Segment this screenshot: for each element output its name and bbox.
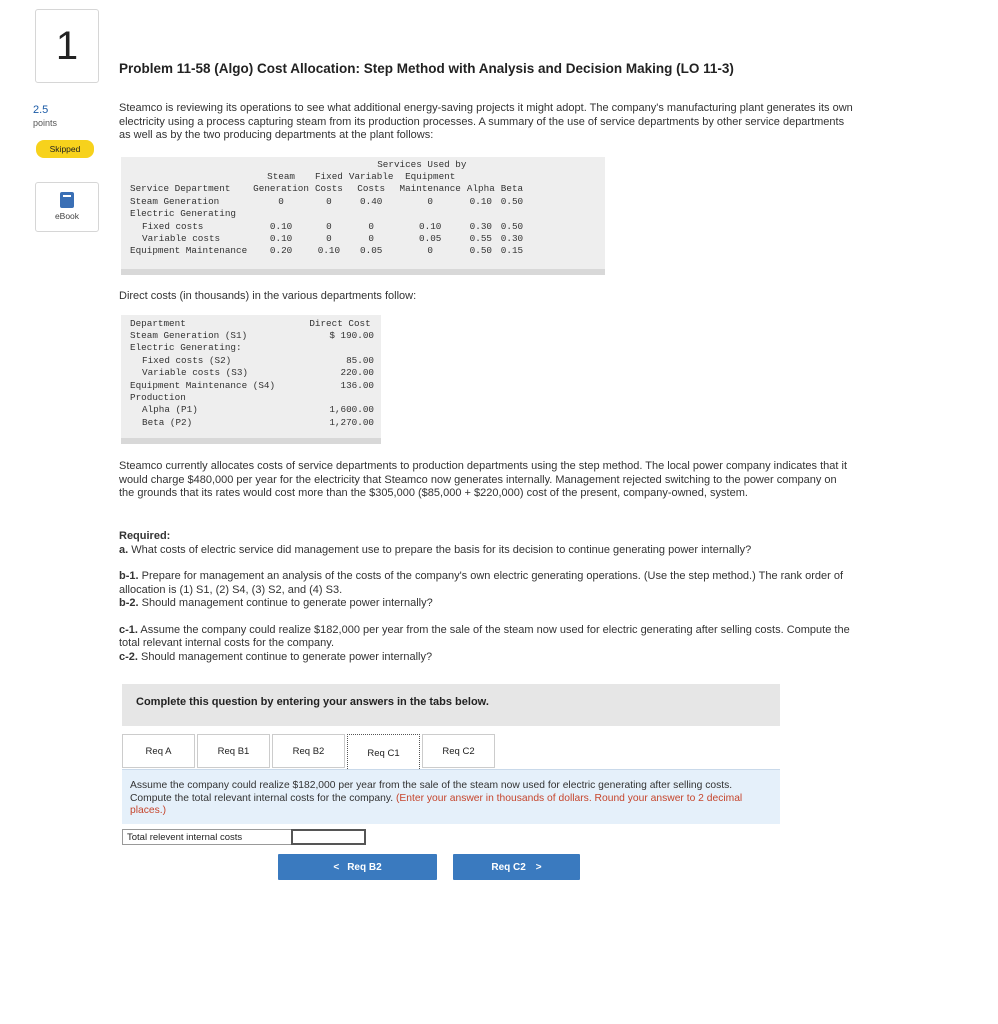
direct-cost-cell: 1,270.00 — [329, 416, 374, 428]
intro-paragraph: Steamco is reviewing its operations to see what additional energy-saving projects it might adopt. The company's manufacturing plant generates its own electricity using a process capturing steam from its production processes. A summary of the use of service departments by other service departments as well as by the two producing departments at the plant follows: — [119, 102, 853, 141]
tabs-banner — [122, 684, 780, 726]
tab-req-c1[interactable]: Req C1 — [347, 734, 420, 771]
table-row — [127, 245, 532, 257]
table-cell: 0.15 — [500, 245, 524, 257]
req-tabs — [122, 734, 497, 770]
required-heading: Required: — [119, 530, 171, 542]
next-label: Req C2 — [491, 861, 526, 873]
banner-text: Complete this question by entering your answers in the tabs below. — [136, 696, 489, 708]
ebook-button[interactable] — [35, 182, 99, 232]
row-label: Variable costs — [142, 233, 221, 245]
status-badge — [36, 140, 94, 158]
table-cell: 0 — [326, 233, 332, 245]
instruction-hint: (Enter your answer in thousands of dollars. Round your answer to 2 decimal places.) — [130, 792, 743, 816]
table-row — [127, 232, 532, 244]
req-b1-text — [119, 570, 854, 597]
table-cell: 0.10 — [469, 195, 492, 207]
table-cell: 0.55 — [469, 233, 492, 245]
ebook-label: eBook — [54, 211, 80, 221]
points-value: 2.5 — [33, 104, 49, 116]
table-cell: 0.10 — [269, 233, 293, 245]
next-button[interactable] — [453, 854, 580, 880]
header-cell: Alpha — [466, 183, 495, 195]
table-cell: 0.40 — [360, 195, 383, 207]
table-row — [127, 329, 377, 341]
table-cell: 0.10 — [419, 220, 442, 232]
header-row — [127, 317, 377, 329]
table-cell: 0.05 — [419, 233, 442, 245]
header-cell: Service Department — [130, 183, 231, 195]
header-cell: Costs — [357, 183, 386, 195]
header-cell: Generation — [253, 183, 309, 195]
table-cell — [498, 208, 526, 220]
table-cell: 0 — [368, 233, 374, 245]
row-label: Electric Generating — [130, 208, 237, 220]
problem-title: Problem 11-58 (Algo) Cost Allocation: Step Method with Analysis and Decision Making (LO 11-3) — [119, 61, 734, 76]
row-label: Equipment Maintenance — [130, 245, 248, 257]
direct-cost-cell: 220.00 — [340, 367, 374, 379]
tab-req-a[interactable]: Req A — [122, 734, 195, 768]
req-b2-prefix: b-2. — [119, 597, 139, 609]
row-label: Fixed costs (S2) — [142, 354, 232, 366]
answer-label: Total relevent internal costs — [122, 829, 292, 845]
chevron-right-icon: > — [535, 861, 542, 873]
row-label: Steam Generation — [130, 195, 220, 207]
question-number-text: 1 — [55, 23, 79, 68]
table-cell: 0.50 — [500, 220, 524, 232]
header-cell: Direct Cost — [309, 317, 371, 329]
table-cell — [312, 208, 346, 220]
req-b2-text — [119, 597, 854, 611]
question-number — [35, 9, 99, 83]
required-section — [119, 530, 854, 664]
table-cell: 0 — [368, 220, 374, 232]
direct-cost-cell — [303, 391, 377, 403]
direct-cost-cell: 136.00 — [340, 379, 374, 391]
row-label: Beta (P2) — [142, 416, 193, 428]
services-group-header: Services Used by — [377, 158, 467, 170]
answer-row — [122, 829, 366, 845]
table-cell: 0 — [326, 220, 332, 232]
req-a-text — [119, 544, 854, 558]
direct-cost-cell: 1,600.00 — [329, 404, 374, 416]
header-cell: Steam — [267, 171, 296, 183]
row-label: Steam Generation (S1) — [130, 330, 248, 342]
table-row — [127, 379, 377, 391]
table-cell — [464, 208, 498, 220]
tab-req-b2[interactable]: Req B2 — [272, 734, 345, 768]
table-cell: 0.10 — [269, 220, 293, 232]
header-cell: Costs — [314, 183, 343, 195]
direct-cost-cell: 85.00 — [346, 354, 374, 366]
header-cell: Variable — [348, 171, 394, 183]
table-cell: 0.05 — [360, 245, 383, 257]
table-cell: 0 — [278, 195, 284, 207]
table-cell: 0.30 — [500, 233, 524, 245]
table-cell: 0.30 — [469, 220, 492, 232]
table-row — [127, 342, 377, 354]
table-cell: 0.10 — [317, 245, 341, 257]
req-b1-prefix: b-1. — [119, 570, 139, 582]
table-row — [127, 208, 532, 220]
direct-costs-intro: Direct costs (in thousands) in the various departments follow: — [119, 290, 417, 302]
table-row — [127, 195, 532, 207]
req-c1-prefix: c-1. — [119, 623, 138, 636]
points-label: points — [33, 118, 58, 128]
req-c1-body: Assume the company could realize $182,000 per year from the sale of the steam now used for electric generating after selling costs. Compute the total relevant internal costs for the company. — [119, 623, 850, 649]
row-label: Equipment Maintenance (S4) — [130, 379, 276, 391]
header-cell: Fixed — [314, 171, 343, 183]
req-b1-body: Prepare for management an analysis of the costs of the company's own electric generating operations. (Use the step method.) The rank order of allocation is (1) S1, (2) S4, (3) S2, and (4) S3. — [119, 570, 844, 596]
req-b2-body: Should management continue to generate power internally? — [138, 597, 433, 609]
req-a-body: What costs of electric service did management use to prepare the basis for its decision to continue generating power internally? — [128, 543, 752, 556]
table-cell: 0.20 — [269, 245, 293, 257]
header-cell: Beta — [500, 183, 524, 195]
table-cell: 0.50 — [500, 195, 524, 207]
table-cell: 0 — [326, 195, 332, 207]
services-table — [121, 157, 605, 275]
table-row — [127, 367, 377, 379]
header-row-1 — [127, 170, 532, 182]
row-label: Fixed costs — [142, 220, 204, 232]
req-a-prefix: a. — [119, 543, 129, 556]
row-label: Variable costs (S3) — [142, 367, 249, 379]
table-cell — [250, 208, 312, 220]
instruction-text: Assume the company could realize $182,000 per year from the sale of the steam now used for electric generating after selling costs. Compute the total relevant internal costs for the company. — [130, 780, 733, 804]
total-relevant-costs-input[interactable] — [291, 829, 366, 845]
direct-cost-table — [121, 315, 381, 444]
header-cell — [498, 170, 526, 182]
direct-cost-cell: $ 190.00 — [329, 330, 374, 342]
tab-req-b1[interactable]: Req B1 — [197, 734, 270, 768]
table-row — [127, 354, 377, 366]
header-cell — [464, 170, 498, 182]
table-cell — [397, 208, 464, 220]
table-cell — [346, 208, 397, 220]
req-c1-text — [119, 624, 854, 651]
row-label: Production — [130, 392, 186, 404]
table-cell: 0 — [427, 195, 433, 207]
req-c2-text — [119, 651, 854, 665]
table-cell: 0.50 — [469, 245, 492, 257]
chevron-left-icon: < — [333, 861, 340, 873]
table-row — [127, 391, 377, 403]
tab-instruction — [122, 769, 780, 824]
req-c2-body: Should management continue to generate power internally? — [137, 650, 433, 663]
header-cell: Maintenance — [399, 183, 461, 195]
header-cell: Department — [130, 317, 186, 329]
header-cell: Equipment — [405, 171, 456, 183]
table-row — [127, 220, 532, 232]
header-row-2 — [127, 183, 532, 195]
header-cell — [127, 170, 250, 182]
points-box — [33, 104, 57, 130]
table-row — [127, 404, 377, 416]
book-icon — [60, 192, 74, 208]
status-text: Skipped — [49, 144, 81, 154]
table-cell: 0 — [427, 245, 433, 257]
table-row — [127, 416, 377, 428]
row-label: Alpha (P1) — [142, 404, 198, 416]
row-label: Electric Generating: — [130, 342, 242, 354]
direct-cost-cell — [303, 342, 377, 354]
scenario-paragraph: Steamco currently allocates costs of service departments to production departments using the step method. The local power company indicates that it would charge $480,000 per year for the electricity that Steamco now generates internally. Management rejected switching to the power company on the grounds that its rates would cost more than the $305,000 ($85,000 + $220,000) cost of the present, company-owned, system. — [119, 460, 848, 499]
prev-label: Req B2 — [347, 861, 382, 873]
prev-button[interactable] — [278, 854, 437, 880]
tab-req-c2[interactable]: Req C2 — [422, 734, 495, 768]
req-c2-prefix: c-2. — [119, 650, 138, 663]
